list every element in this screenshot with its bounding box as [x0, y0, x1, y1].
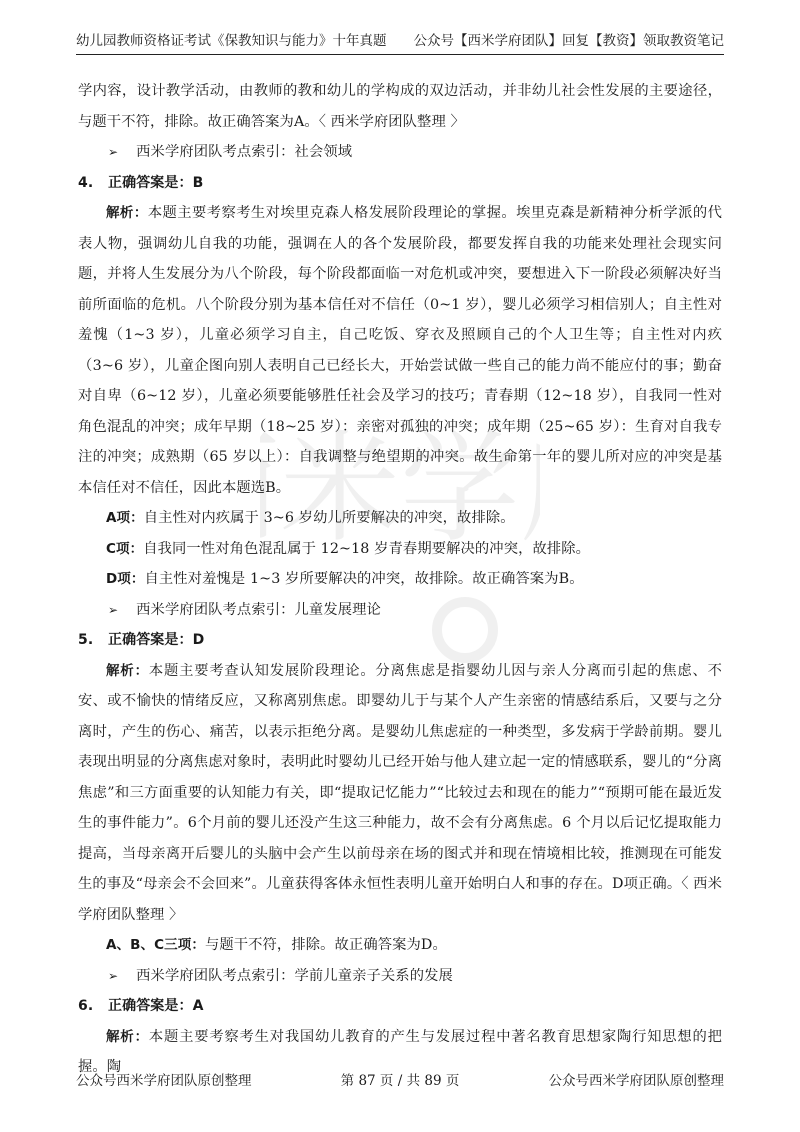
index-line	[78, 961, 722, 992]
analysis-text: 本题主要考察考生对埃里克森人格发展阶段理论的掌握。埃里克森是新精神分析学派的代表人物，强调幼儿自我的功能，强调在人的各个发展阶段，都要发挥自我的功能来处理社会现实问题，并将人生发展分为八个阶段，每个阶段都面临一对危机或冲突，要想进入下一阶段必须解决好当前所面临的危机。八个阶段分别为基本信任对不信任（0~1 岁），婴儿必须学习相信别人；自主性对羞愧（1~3 岁），儿童必须学习自主，自己吃饭、穿衣及照顾自己的个人卫生等；自主性对内疚（3~6 岁），儿童企图向别人表明自己已经长大，开始尝试做一些自己的能力尚不能应付的事；勤奋对自卑（6~12 岁），儿童必须要能够胜任社会及学习的技巧；青春期（12~18 岁），自我同一性对角色混乱的冲突；成年早期（18~25 岁）：亲密对孤独的冲突；成年期（25~65 岁）：生育对自我专注的冲突；成熟期（65 岁以上）：自我调整与绝望期的冲突。故生命第一年的婴儿所对应的冲突是基本信任对不信任，因此本题选B。	[78, 205, 722, 496]
question-number: 6.	[78, 998, 94, 1014]
answer-title: 正确答案是：A	[108, 998, 204, 1014]
question-5-analysis	[78, 656, 722, 931]
analysis-text: 本题主要考查认知发展阶段理论。分离焦虑是指婴幼儿因与亲人分离而引起的焦虑、不安、或不愉快的情绪反应，又称离别焦虑。即婴幼儿于与某个人产生亲密的情感结系后，又要与之分离时，产生的伤心、痛苦，以表示拒绝分离。是婴幼儿焦虑症的一种类型，多发病于学龄前期。婴儿表现出明显的分离焦虑对象时，表明此时婴幼儿已经开始与他人建立起一定的情感联系，婴儿的“分离焦虑”和三方面重要的认知能力有关，即“提取记忆能力”“比较过去和现在的能力”“预期可能在最近发生的事件能力”。6个月前的婴儿还没产生这三种能力，故不会有分离焦虑。6 个月以后记忆提取能力提高，当母亲离开后婴儿的头脑中会产生以前母亲在场的图式并和现在情境相比较，推测现在可能发生的事及“母亲会不会回来”。儿童获得客体永恒性表明儿童开始明白人和事的存在。D项正确。〈 西米学府团队整理 〉	[78, 662, 722, 923]
page-header	[76, 30, 724, 55]
option-label: A、B、C三项：	[106, 937, 205, 953]
question-6-heading	[78, 991, 722, 1022]
arrow-bullet-icon: ➢	[108, 145, 119, 159]
page-number: 第 87 页 / 共 89 页	[340, 1073, 460, 1089]
arrow-bullet-icon: ➢	[108, 968, 119, 983]
option-abc	[78, 930, 722, 961]
option-label: D项：	[106, 571, 145, 587]
header-notice: 公众号【西米学府团队】回复【教资】领取教资笔记	[413, 33, 724, 49]
question-number: 5.	[78, 632, 94, 648]
option-text: 自主性对羞愧是 1~3 岁所要解决的冲突，故排除。故正确答案为B。	[144, 571, 584, 587]
question-4-heading	[78, 168, 722, 199]
watermark-text: 米学	[279, 420, 520, 559]
index-text: 西米学府团队考点索引：社会领域	[136, 144, 353, 160]
footer-left: 公众号西米学府团队原创整理	[76, 1073, 252, 1089]
option-a	[78, 503, 722, 534]
index-text: 西米学府团队考点索引：学前儿童亲子关系的发展	[136, 967, 453, 984]
option-text: 自我同一性对角色混乱属于 12~18 岁青春期要解决的冲突，故排除。	[143, 540, 591, 557]
option-label: A项：	[106, 510, 144, 526]
option-text: 自主性对内疚属于 3~6 岁幼儿所要解决的冲突，故排除。	[143, 510, 515, 526]
footer-right: 公众号西米学府团队原创整理	[548, 1073, 724, 1089]
question-5-heading	[78, 625, 722, 656]
continued-paragraph: 学内容，设计教学活动，由教师的教和幼儿的学构成的双边活动，并非幼儿社会性发展的主要途径，与题干不符，排除。故正确答案为A。〈 西米学府团队整理 〉	[78, 83, 722, 130]
analysis-label: 解析：	[106, 1028, 149, 1045]
option-c	[78, 534, 722, 565]
answer-title: 正确答案是：D	[108, 632, 205, 648]
page-footer	[76, 1070, 724, 1092]
index-line	[78, 137, 722, 168]
option-text: 与题干不符，排除。故正确答案为D。	[204, 937, 447, 953]
analysis-label: 解析：	[106, 205, 148, 221]
option-label: C项：	[106, 540, 144, 557]
index-line	[78, 595, 722, 626]
answer-title: 正确答案是：B	[108, 174, 204, 191]
question-number: 4.	[78, 174, 94, 191]
arrow-bullet-icon: ➢	[108, 602, 119, 617]
analysis-text: 本题主要考察考生对我国幼儿教育的产生与发展过程中著名教育思想家陶行知思想的把握。陶	[78, 1028, 722, 1075]
index-text: 西米学府团队考点索引：儿童发展理论	[136, 601, 381, 618]
option-d	[78, 564, 722, 595]
header-title: 幼儿园教师资格证考试《保教知识与能力》十年真题	[76, 33, 387, 49]
analysis-label: 解析：	[106, 662, 149, 679]
page-content	[78, 76, 722, 1083]
question-4-analysis	[78, 198, 722, 503]
